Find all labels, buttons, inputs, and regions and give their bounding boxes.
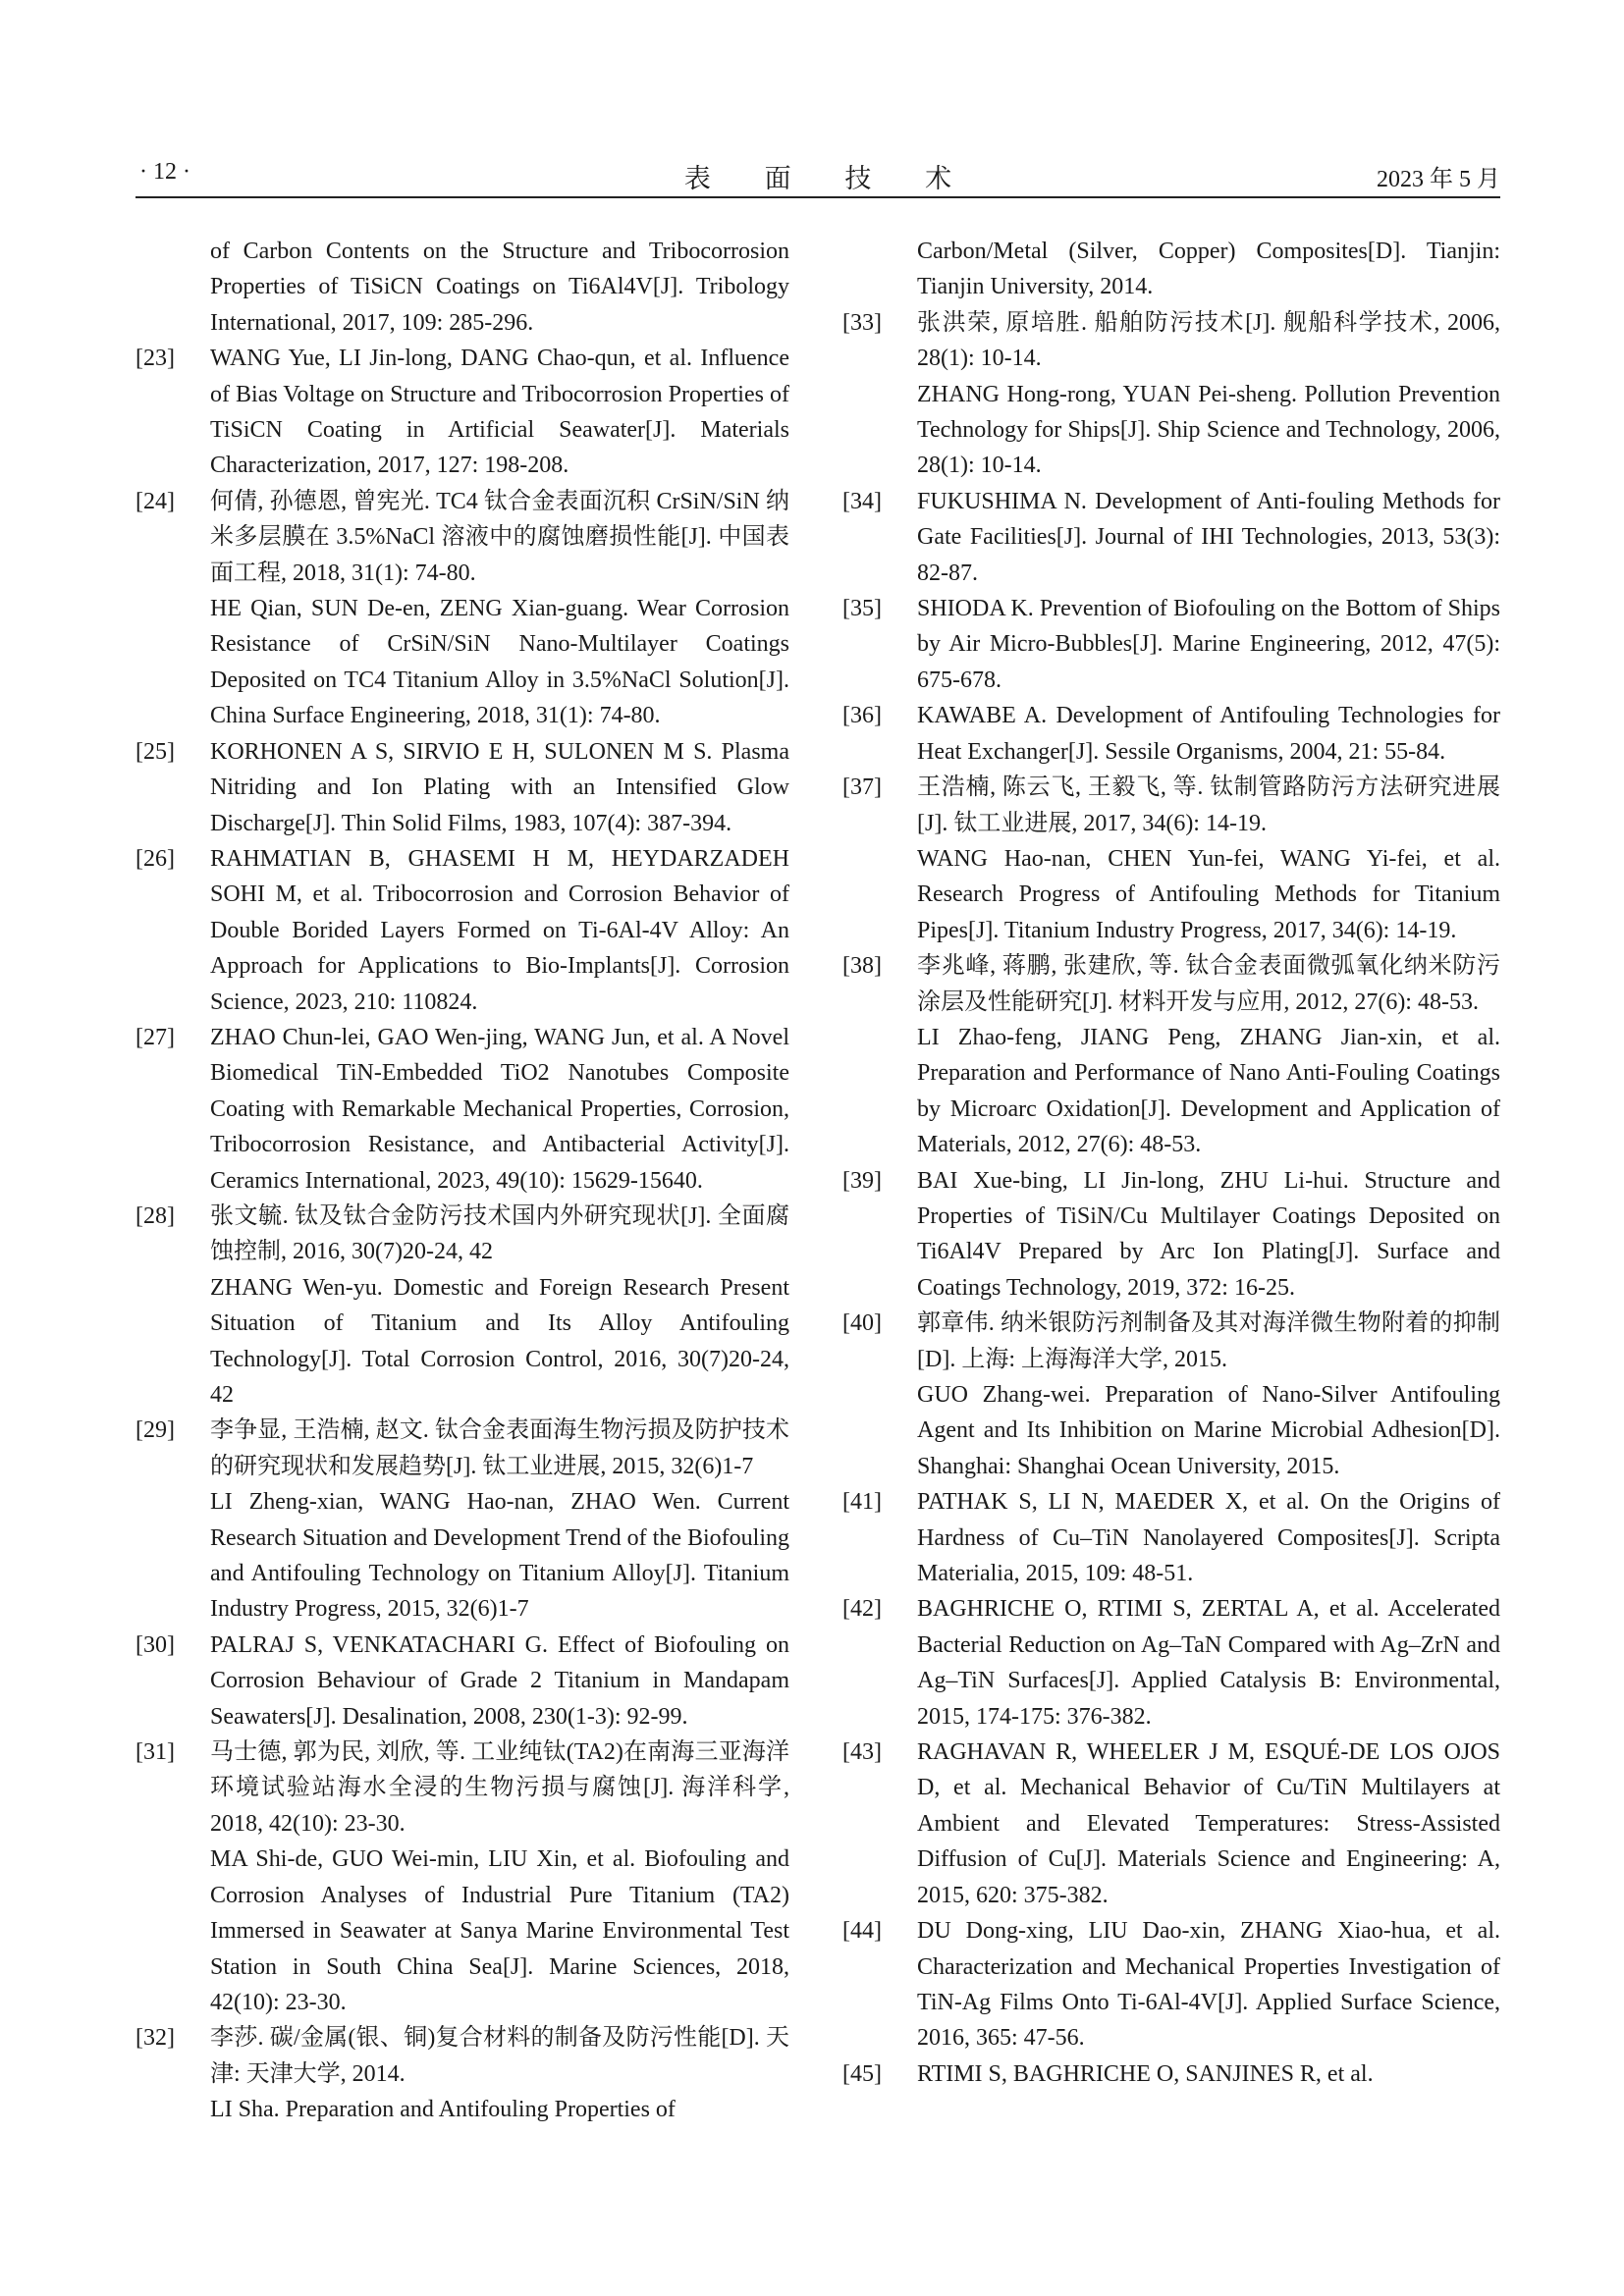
reference-number: [43]: [842, 1739, 882, 1766]
running-header: [135, 157, 1500, 198]
reference-text: [917, 2056, 1500, 2092]
reference-entry: [135, 484, 789, 734]
reference-primary: DU Dong-xing, LIU Dao-xin, ZHANG Xiao-hua, et al. Characterization and Mechanical Properties Investigation of TiN-Ag Films Onto Ti-6Al-4V[J]. Applied Surface Science, 2016, 365: 47-56.: [917, 1918, 1500, 2052]
reference-entry: [842, 770, 1500, 948]
reference-text: [917, 484, 1500, 591]
reference-primary: 何倩, 孙德恩, 曾宪光. TC4 钛合金表面沉积 CrSiN/SiN 纳米多层膜在 3.5%NaCl 溶液中的腐蚀磨损性能[J]. 中国表面工程, 2018, 31(1): 74-80.: [210, 488, 789, 586]
reference-number: [27]: [135, 1024, 175, 1050]
reference-translation: LI Zheng-xian, WANG Hao-nan, ZHAO Wen. Current Research Situation and Development Trend of the Biofouling and Antifouling Technology on Titanium Alloy[J]. Titanium Industry Progress, 2015, 32(6)1-7: [210, 1489, 789, 1623]
reference-primary: WANG Yue, LI Jin-long, DANG Chao-qun, et al. Influence of Bias Voltage on Structure and Tribocorrosion Properties of TiSiCN Coating in Artificial Seawater[J]. Materials Characterization, 2017, 127: 198-208.: [210, 346, 789, 479]
reference-number: [25]: [135, 738, 175, 765]
reference-primary: RTIMI S, BAGHRICHE O, SANJINES R, et al.: [917, 2060, 1374, 2087]
reference-translation: ZHANG Wen-yu. Domestic and Foreign Research Present Situation of Titanium and Its Alloy Antifouling Technology[J]. Total Corrosion Control, 2016, 30(7)20-24, 42: [210, 1274, 789, 1408]
reference-text: [917, 1735, 1500, 1913]
reference-continuation: Carbon/Metal (Silver, Copper) Composites[D]. Tianjin: Tianjin University, 2014.: [917, 239, 1500, 300]
reference-translation: WANG Hao-nan, CHEN Yun-fei, WANG Yi-fei, et al. Research Progress of Antifouling Methods for Titanium Pipes[J]. Titanium Industry Progress, 2017, 34(6): 14-19.: [917, 845, 1500, 943]
reference-number: [35]: [842, 596, 882, 622]
reference-primary: 李争显, 王浩楠, 赵文. 钛合金表面海生物污损及防护技术的研究现状和发展趋势[J]. 钛工业进展, 2015, 32(6)1-7: [210, 1417, 789, 1479]
reference-entry: [842, 1484, 1500, 1591]
reference-text: [210, 341, 789, 484]
reference-primary: 李兆峰, 蒋鹏, 张建欣, 等. 钛合金表面微弧氧化纳米防污涂层及性能研究[J]. 材料开发与应用, 2012, 27(6): 48-53.: [917, 953, 1500, 1015]
reference-entry: [135, 341, 789, 484]
reference-entry: [842, 305, 1500, 484]
reference-entry: [135, 1735, 789, 2020]
reference-number: [40]: [842, 1310, 882, 1337]
reference-number: [44]: [842, 1918, 882, 1945]
reference-entry: [842, 1591, 1500, 1735]
reference-number: [24]: [135, 488, 175, 514]
reference-entry: [135, 734, 789, 841]
reference-entry: [135, 1413, 789, 1627]
reference-number: [34]: [842, 488, 882, 514]
reference-text: [917, 948, 1500, 1162]
reference-translation: MA Shi-de, GUO Wei-min, LIU Xin, et al. Biofouling and Corrosion Analyses of Industrial Pure Titanium (TA2) Immersed in Seawater at Sanya Marine Environmental Test Station in South China Sea[J]. Marine Sciences, 2018, 42(10): 23-30.: [210, 1846, 789, 2015]
reference-translation: LI Sha. Preparation and Antifouling Properties of: [210, 2097, 676, 2123]
reference-text: [210, 734, 789, 841]
reference-primary: 李莎. 碳/金属(银、铜)复合材料的制备及防污性能[D]. 天津: 天津大学, 2014.: [210, 2025, 789, 2087]
reference-primary: RAHMATIAN B, GHASEMI H M, HEYDARZADEH SOHI M, et al. Tribocorrosion and Corrosion Behavior of Double Borided Layers Formed on Ti-6Al-4V Alloy: An Approach for Applications to Bio-Implants[J]. Corrosion Science, 2023, 210: 110824.: [210, 845, 789, 1015]
reference-primary: PALRAJ S, VENKATACHARI G. Effect of Biofouling on Corrosion Behaviour of Grade 2 Titanium in Mandapam Seawaters[J]. Desalination, 2008, 230(1-3): 92-99.: [210, 1631, 789, 1730]
reference-translation: LI Zhao-feng, JIANG Peng, ZHANG Jian-xin, et al. Preparation and Performance of Nano Anti-Fouling Coatings by Microarc Oxidation[J]. Development and Application of Materials, 2012, 27(6): 48-53.: [917, 1024, 1500, 1158]
reference-text: [210, 1735, 789, 2020]
reference-primary: SHIODA K. Prevention of Biofouling on the Bottom of Ships by Air Micro-Bubbles[J]. Marine Engineering, 2012, 47(5): 675-678.: [917, 596, 1500, 693]
reference-text: [917, 1306, 1500, 1484]
reference-text: [917, 1163, 1500, 1307]
reference-number: [23]: [135, 346, 175, 372]
reference-entry: [842, 1913, 1500, 2056]
left-column: [135, 234, 789, 2128]
reference-number: [26]: [135, 845, 175, 872]
reference-text: [917, 1591, 1500, 1735]
journal-title: 表 面 技 术: [683, 164, 976, 193]
reference-primary: BAGHRICHE O, RTIMI S, ZERTAL A, et al. Accelerated Bacterial Reduction on Ag–TaN Compared with Ag–ZrN and Ag–TiN Surfaces[J]. Applied Catalysis B: Environmental, 2015, 174-175: 376-382.: [917, 1596, 1500, 1730]
reference-text: [917, 698, 1500, 770]
reference-entry: [842, 1163, 1500, 1307]
reference-number: [45]: [842, 2060, 882, 2087]
reference-text: [210, 484, 789, 734]
reference-primary: 张洪荣, 原培胜. 船舶防污技术[J]. 舰船科学技术, 2006, 28(1): 10-14.: [917, 309, 1500, 372]
reference-primary: 张文毓. 钛及钛合金防污技术国内外研究现状[J]. 全面腐蚀控制, 2016, 30(7)20-24, 42: [210, 1202, 789, 1265]
reference-primary: KORHONEN A S, SIRVIO E H, SULONEN M S. Plasma Nitriding and Ion Plating with an Intensified Glow Discharge[J]. Thin Solid Films, 1983, 107(4): 387-394.: [210, 738, 789, 836]
reference-entry: [842, 484, 1500, 591]
reference-entry: [135, 1199, 789, 1413]
reference-primary: 郭章伟. 纳米银防污剂制备及其对海洋微生物附着的抑制[D]. 上海: 上海海洋大学, 2015.: [917, 1310, 1500, 1372]
reference-primary: 王浩楠, 陈云飞, 王毅飞, 等. 钛制管路防污方法研究进展[J]. 钛工业进展, 2017, 34(6): 14-19.: [917, 774, 1500, 836]
reference-text: [210, 1199, 789, 1413]
reference-number: [36]: [842, 703, 882, 729]
reference-entry: [842, 591, 1500, 698]
reference-number: [39]: [842, 1167, 882, 1194]
reference-entry: [135, 841, 789, 1020]
reference-text: [210, 841, 789, 1020]
reference-entry: [842, 1735, 1500, 1913]
reference-number: [37]: [842, 774, 882, 801]
reference-entry: [842, 1306, 1500, 1484]
issue-date: 2023 年 5 月: [1377, 167, 1500, 192]
reference-number: [29]: [135, 1417, 175, 1444]
reference-number: [41]: [842, 1489, 882, 1516]
reference-text: [917, 1484, 1500, 1591]
reference-entry: [842, 698, 1500, 770]
reference-translation: HE Qian, SUN De-en, ZENG Xian-guang. Wear Corrosion Resistance of CrSiN/SiN Nano-Multilayer Coatings Deposited on TC4 Titanium Alloy in 3.5%NaCl Solution[J]. China Surface Engineering, 2018, 31(1): 74-80.: [210, 596, 789, 729]
reference-entry: [842, 948, 1500, 1162]
reference-text: [917, 1913, 1500, 2056]
reference-entry: [135, 1020, 789, 1199]
page-number: · 12 ·: [139, 159, 190, 185]
reference-primary: PATHAK S, LI N, MAEDER X, et al. On the Origins of Hardness of Cu–TiN Nanolayered Composites[J]. Scripta Materialia, 2015, 109: 48-51.: [917, 1489, 1500, 1587]
reference-number: [32]: [135, 2025, 175, 2052]
reference-continuation: of Carbon Contents on the Structure and Tribocorrosion Properties of TiSiCN Coatings on Ti6Al4V[J]. Tribology International, 2017, 109: 285-296.: [210, 239, 789, 336]
reference-text: [210, 1413, 789, 1627]
reference-text: [917, 305, 1500, 484]
reference-text: [917, 770, 1500, 948]
reference-translation: ZHANG Hong-rong, YUAN Pei-sheng. Pollution Prevention Technology for Ships[J]. Ship Science and Technology, 2006, 28(1): 10-14.: [917, 381, 1500, 479]
reference-number: [28]: [135, 1202, 175, 1229]
right-column: [842, 234, 1500, 2092]
reference-entry: [842, 2056, 1500, 2092]
reference-primary: ZHAO Chun-lei, GAO Wen-jing, WANG Jun, et al. A Novel Biomedical TiN-Embedded TiO2 Nanotubes Composite Coating with Remarkable Mechanical Properties, Corrosion, Tribocorrosion Resistance, and Antibacterial Activity[J]. Ceramics International, 2023, 49(10): 15629-15640.: [210, 1024, 789, 1194]
reference-number: [42]: [842, 1596, 882, 1623]
reference-number: [33]: [842, 309, 882, 336]
reference-number: [38]: [842, 953, 882, 980]
reference-primary: BAI Xue-bing, LI Jin-long, ZHU Li-hui. Structure and Properties of TiSiN/Cu Multilayer Coatings Deposited on Ti6Al4V Prepared by Arc Ion Plating[J]. Surface and Coatings Technology, 2019, 372: 16-25.: [917, 1167, 1500, 1301]
reference-translation: GUO Zhang-wei. Preparation of Nano-Silver Antifouling Agent and Its Inhibition on Marine Microbial Adhesion[D]. Shanghai: Shanghai Ocean University, 2015.: [917, 1382, 1500, 1479]
reference-primary: RAGHAVAN R, WHEELER J M, ESQUÉ-DE LOS OJOS D, et al. Mechanical Behavior of Cu/TiN Multilayers at Ambient and Elevated Temperatures: Stress-Assisted Diffusion of Cu[J]. Materials Science and Engineering: A, 2015, 620: 375-382.: [917, 1739, 1500, 1908]
reference-text: [210, 1020, 789, 1199]
reference-text: [210, 2020, 789, 2127]
reference-primary: KAWABE A. Development of Antifouling Technologies for Heat Exchanger[J]. Sessile Organisms, 2004, 21: 55-84.: [917, 703, 1500, 765]
reference-text: [210, 1628, 789, 1735]
reference-primary: FUKUSHIMA N. Development of Anti-fouling Methods for Gate Facilities[J]. Journal of IHI Technologies, 2013, 53(3): 82-87.: [917, 488, 1500, 586]
reference-primary: 马士德, 郭为民, 刘欣, 等. 工业纯钛(TA2)在南海三亚海洋环境试验站海水全浸的生物污损与腐蚀[J]. 海洋科学, 2018, 42(10): 23-30.: [210, 1739, 789, 1837]
reference-number: [30]: [135, 1631, 175, 1658]
reference-number: [31]: [135, 1739, 175, 1766]
reference-entry: [135, 1628, 789, 1735]
reference-entry: [135, 2020, 789, 2127]
reference-text: [917, 591, 1500, 698]
